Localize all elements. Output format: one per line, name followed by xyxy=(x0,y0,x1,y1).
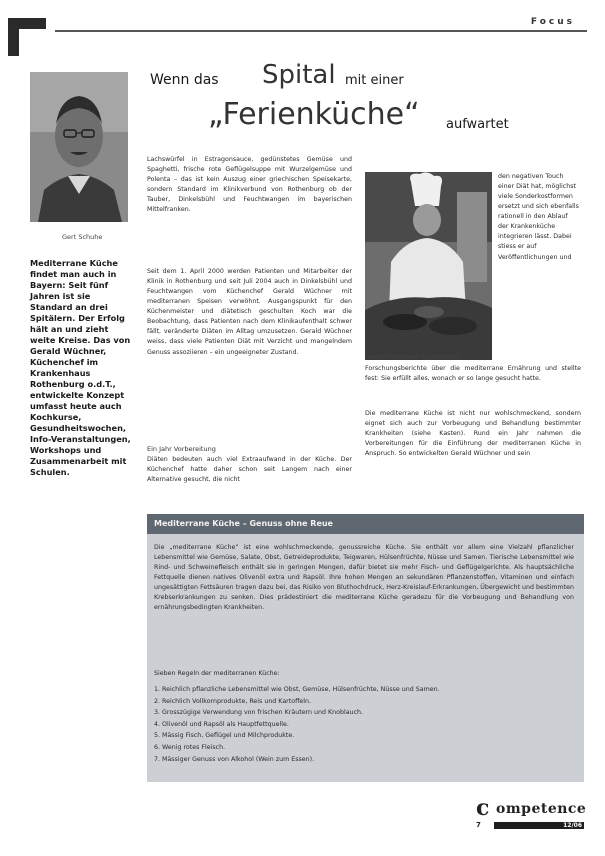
headline-part-1: Wenn das xyxy=(150,72,219,88)
issue-number: 12/06 xyxy=(563,822,582,829)
page-number: 7 xyxy=(476,821,481,829)
column-1-paragraph-3: Diäten bedeuten auch viel Extraaufwand in der Küche. Der Küchenchef hatte daher schon seit Langem nach einer Alternative gesucht, die nicht xyxy=(147,456,352,484)
chef-caption: Gerald Wüchner, Küchenchef xyxy=(365,353,460,361)
logo-initial: c xyxy=(476,795,490,821)
headline-part-5: aufwartet xyxy=(446,117,509,132)
portrait-caption: Gert Schuhe xyxy=(62,233,103,241)
headline-part-3: mit einer xyxy=(345,73,404,88)
competence-logo xyxy=(474,793,587,833)
rule-item: 1. Reichlich pflanzliche Lebensmittel wie Obst, Gemüse, Hülsenfrüchte, Nüsse und Samen. xyxy=(154,686,440,693)
corner-mark xyxy=(8,18,46,56)
column-2-paragraph-1: Forschungsberichte über die mediterrane Ernährung und stellte fest: Sie erfüllt alles, wonach er so lange gesucht hatte. xyxy=(365,365,581,383)
info-box-title: Mediterrane Küche – Genuss ohne Reue xyxy=(147,514,584,534)
rules-intro: Sieben Regeln der mediterranen Küche: xyxy=(154,670,280,677)
column-2-wrap-text: den negativen Touch einer Diät hat, möglichst viele Sonderkostformen ersetzt und sich ebenfalls rationell in den Ablauf der Krankenküche integrieren lässt. Dabei stiess er auf Veröffentlichungen und xyxy=(498,173,579,261)
rule-item: 6. Wenig rotes Fleisch. xyxy=(154,743,226,751)
intro-text: Mediterrane Küche findet man auch in Bayern: Seit fünf Jahren ist sie Standard an drei Spitälern. Der Erfolg hält an und zieht weite Kreise. Das von Gerald Wüchner, Küchenchef im Krankenhaus Rothenburg o.d.T., entwickelte Konzept umfasst heute auch Kochkurse, Gesundheitswochen, Info-Veranstaltungen, Workshops und Zusammenarbeit mit Schulen. xyxy=(30,258,131,477)
headline-part-4: „Ferienküche“ xyxy=(208,97,420,132)
rule-item: 5. Mässig Fisch, Geflügel und Milchprodukte. xyxy=(154,732,295,740)
chef-photo xyxy=(365,172,492,360)
rule-item: 3. Grosszügige Verwendung von frischen Kräutern und Knoblauch. xyxy=(154,709,364,717)
portrait-photo xyxy=(30,72,128,222)
column-1-paragraph-1: Lachswürfel in Estragonsauce, gedünstetes Gemüse und Spaghetti, frische rote Geflügelsuppe mit Wurzelgemüse und Polenta – das ist kein Auszug einer griechischen Speisekarte, sondern Standard im Klinikverbund von Rothenburg ob der Tauber, Dinkelsbühl und Feuchtwangen im bayerischen Mittelfranken. xyxy=(147,156,352,214)
info-box-body: Die „mediterrane Küche“ ist eine wohlschmeckende, genussreiche Küche. Sie enthält vor allem eine Vielzahl pflanzlicher Lebensmittel wie Gemüse, Salate, Obst, Getreideprodukte, Teigwaren, Hülsenfrüchte, Nüsse und Samen. Tierische Lebensmittel wie Rind- und Schweinefleisch enthält sie in geringen Mengen, dafür bietet sie mehr Fisch- und Geflügelgerichte. Als hauptsächliche Fettquelle dienen natives Olivenöl extra und Rapsöl. Ihre hohen Mengen an sekundären Pflanzenstoffen, Vitaminen und einfach ungesättigten Fettsäuren tragen dazu bei, das Risiko von Bluthochdruck, Herz-Kreislauf-Erkrankungen, Übergewicht und bestimmten Krebserkrankungen zu senken. Dies prädestiniert die mediterrane Küche geradezu für die Vorbeugung und Behandlung von ernährungsbedingten Krankheiten. xyxy=(154,544,574,612)
column-1-paragraph-2: Seit dem 1. April 2000 werden Patienten und Mitarbeiter der Klinik in Rothenburg und seit Juli 2004 auch in Dinkelsbühl und Feuchtwangen vom Küchenchef Gerald Wüchner mit mediterranen Speisen verwöhnt. Ausgangspunkt für den Küchenmeister und diätetisch geschulten Koch war die Beobachtung, dass Patienten nach dem Klinikaufenthalt schwer fällt, veränderte Diäten im Alltag umzusetzen. Gerald Wüchner weiss, dass viele Patienten Diät mit Verzicht und mangelndem Genuss assoziieren – ein ungeeigneter Zustand. xyxy=(147,268,352,356)
headline-part-2: Spital xyxy=(262,60,336,90)
info-box xyxy=(147,514,584,782)
column-2-paragraph-2: Die mediterrane Küche ist nicht nur wohlschmeckend, sondern eignet sich auch zur Vorbeugung und Behandlung bestimmter Krankheiten (siehe Kasten). Rund ein Jahr nahmen die Vorbereitungen für die Einführung der mediterranen Küche in Anspruch. So entwickelten Gerald Wüchner und sein xyxy=(365,410,581,458)
logo-wordmark: ompetence xyxy=(496,801,587,817)
rule-item: 7. Mässiger Genuss von Alkohol (Wein zum Essen). xyxy=(154,755,315,763)
rule-item: 4. Olivenöl und Rapsöl als Hauptfettquelle. xyxy=(154,720,289,728)
rules-list xyxy=(154,684,440,765)
header-rule xyxy=(55,30,587,32)
section-label: Focus xyxy=(530,17,575,27)
rule-item: 2. Reichlich Vollkornprodukte, Reis und Kartoffeln. xyxy=(154,697,312,705)
headline xyxy=(150,55,570,145)
column-1-subheading: Ein Jahr Vorbereitung xyxy=(147,445,216,453)
